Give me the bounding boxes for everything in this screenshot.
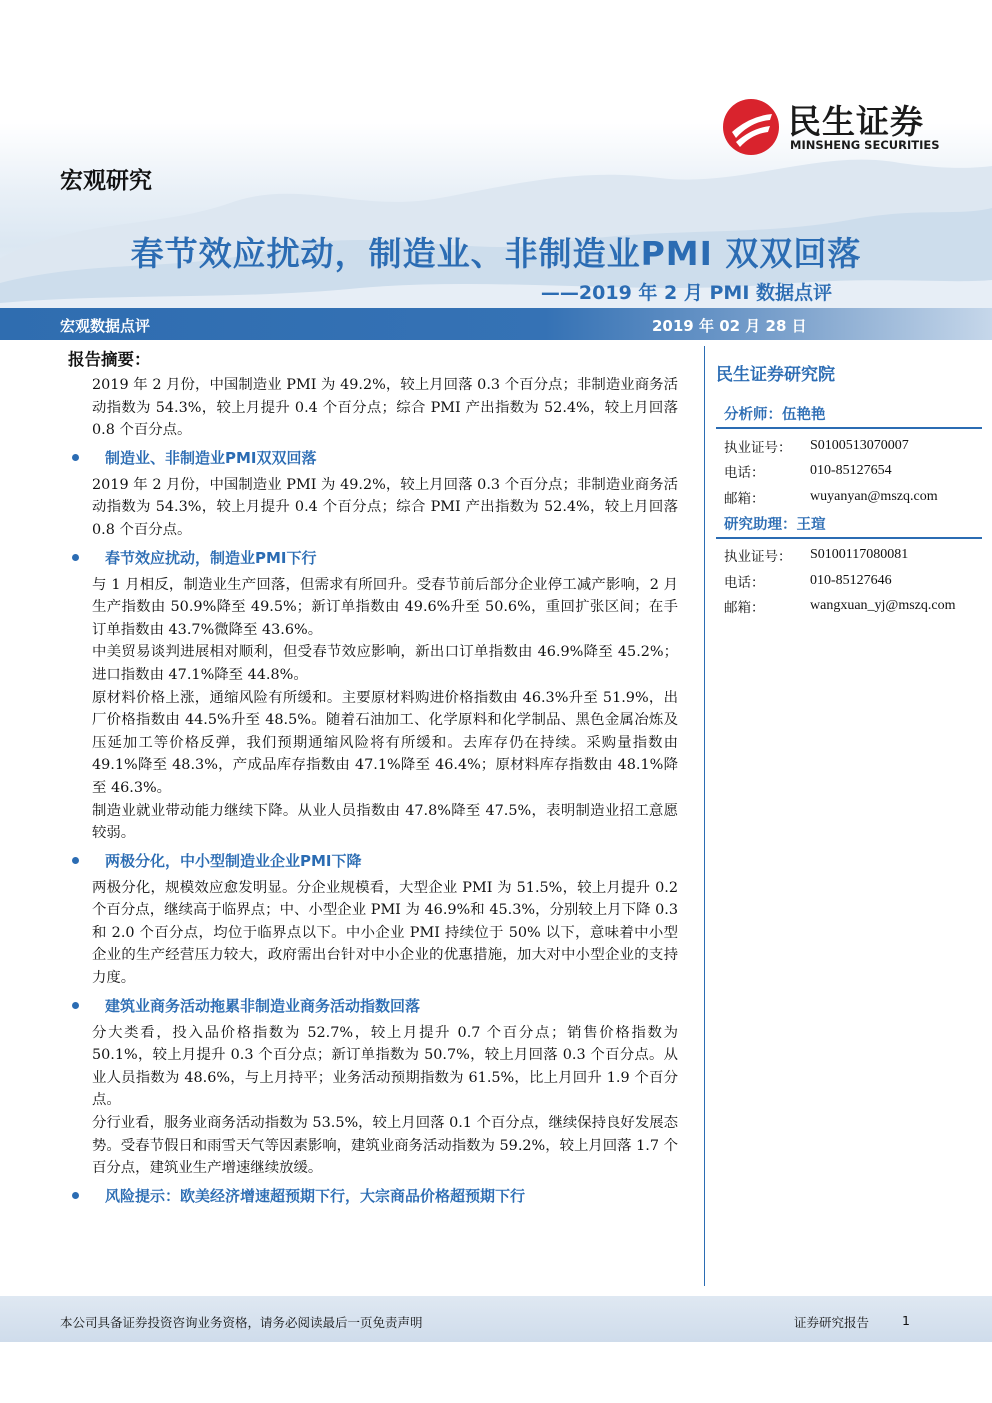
section-heading-text: 制造业、非制造业PMI双双回落	[105, 449, 317, 468]
section-paragraph: 中美贸易谈判进展相对顺利，但受春节效应影响，新出口订单指数由 46.9%降至 45.2%；进口指数由 47.1%降至 44.8%。	[92, 644, 678, 683]
page-number: 1	[902, 1313, 910, 1328]
contact-key: 电话：	[724, 465, 765, 482]
report-type-bar	[0, 308, 992, 340]
section-heading	[64, 446, 678, 470]
contact-row	[716, 594, 982, 620]
report-title: 春节效应扰动，制造业、非制造业PMI 双双回落	[130, 234, 862, 273]
contact-value: S0100513070007	[810, 437, 909, 453]
contact-value: 010-85127646	[810, 572, 892, 588]
report-category: 宏观数据点评	[60, 317, 151, 335]
section-heading-text: 春节效应扰动，制造业PMI下行	[105, 549, 317, 568]
bullet-icon	[72, 857, 79, 864]
contact-row	[716, 568, 982, 594]
contact-row	[716, 459, 982, 485]
contact-row	[716, 433, 982, 459]
contact-value: S0100117080081	[810, 547, 909, 563]
sidebar	[716, 360, 982, 619]
summary-intro: 2019 年 2 月份，中国制造业 PMI 为 49.2%，较上月回落 0.3 个百分点；非制造业商务活动指数为 54.3%，较上月提升 0.4 个百分点；综合 PMI 产出指数为 52.4%，较上月回落 0.8 个百分点。	[92, 377, 678, 439]
company-logo	[722, 98, 952, 158]
analyst-heading: 分析师：伍艳艳	[716, 403, 982, 429]
section-heading	[64, 994, 678, 1018]
bullet-icon	[72, 454, 79, 461]
logo-chinese-name: 民生证券	[788, 102, 924, 141]
footer-report-type: 证券研究报告	[794, 1315, 870, 1330]
section-paragraph: 分大类看，投入品价格指数为 52.7%，较上月提升 0.7 个百分点；销售价格指数为 50.1%，较上月提升 0.3 个百分点；新订单指数为 50.7%，较上月回落 0.3 个百分点。从业人员指数为 48.6%，与上月持平；业务活动预期指数为 61.5%，比上月回升 1.9 个百分点。	[92, 1024, 678, 1109]
report-date: 2019 年 02 月 28 日	[652, 317, 807, 335]
contact-key: 执业证号：	[724, 549, 792, 566]
report-subtitle: ——2019 年 2 月 PMI 数据点评	[540, 282, 832, 304]
contact-row	[716, 484, 982, 510]
logo-mark-icon	[722, 98, 780, 156]
department-label: 宏观研究	[60, 168, 152, 194]
footer-disclaimer: 本公司具备证券投资咨询业务资格，请务必阅读最后一页免责声明	[60, 1315, 423, 1330]
section-heading-text: 风险提示：欧美经济增速超预期下行，大宗商品价格超预期下行	[105, 1187, 526, 1206]
section-paragraph: 与 1 月相反，制造业生产回落，但需求有所回升。受春节前后部分企业停工减产影响，2 月生产指数由 50.9%降至 49.5%；新订单指数由 49.6%升至 50.6%，重回扩张区间；在手订单指数由 43.7%微降至 43.6%。	[92, 576, 678, 638]
contact-email-link[interactable]: wuyanyan@mszq.com	[810, 488, 938, 504]
column-divider	[704, 346, 705, 1286]
section-heading	[64, 849, 678, 873]
bullet-icon	[72, 1002, 79, 1009]
contact-key: 电话：	[724, 574, 765, 591]
institute-name: 民生证券研究院	[716, 365, 835, 385]
section-heading-text: 建筑业商务活动拖累非制造业商务活动指数回落	[105, 997, 421, 1016]
section-paragraph: 分行业看，服务业商务活动指数为 53.5%，较上月回落 0.1 个百分点，继续保持良好发展态势。受春节假日和雨雪天气等因素影响，建筑业商务活动指数为 59.2%，较上月回落 1.7 个百分点，建筑业生产增速继续放缓。	[92, 1115, 678, 1177]
header-banner	[0, 0, 992, 308]
logo-english-name: MINSHENG SECURITIES	[790, 138, 940, 152]
contact-email-link[interactable]: wangxuan_yj@mszq.com	[810, 598, 956, 614]
contact-key: 邮箱：	[724, 490, 765, 507]
section-paragraph: 两极分化，规模效应愈发明显。分企业规模看，大型企业 PMI 为 51.5%，较上月提升 0.2 个百分点，继续高于临界点；中、小型企业 PMI 为 46.9%和 45.3%，分别较上月下降 0.3 和 2.0 个百分点，均位于临界点以下。中小企业 PMI 持续位于 50% 以下，意味着中小型企业的生产经营压力较大，政府需出台针对中小企业的优惠措施，加大对中小型企业的支持力度。	[92, 879, 678, 987]
summary-column	[64, 346, 678, 1212]
risk-warning-heading	[64, 1184, 678, 1208]
contact-key: 执业证号：	[724, 439, 792, 456]
contact-key: 邮箱：	[724, 600, 765, 617]
summary-heading: 报告摘要：	[68, 350, 151, 369]
bullet-icon	[72, 1192, 79, 1199]
section-heading	[64, 546, 678, 570]
assistant-heading: 研究助理：王瑄	[716, 513, 982, 539]
bullet-icon	[72, 554, 79, 561]
contact-row	[716, 543, 982, 569]
section-heading-text: 两极分化，中小型制造业企业PMI下降	[105, 852, 362, 871]
contact-value: 010-85127654	[810, 463, 892, 479]
section-paragraph: 制造业就业带动能力继续下降。从业人员指数由 47.8%降至 47.5%，表明制造业招工意愿较弱。	[92, 802, 678, 842]
section-paragraph: 2019 年 2 月份，中国制造业 PMI 为 49.2%，较上月回落 0.3 个百分点；非制造业商务活动指数为 54.3%，较上月提升 0.4 个百分点；综合 PMI 产出指数为 52.4%，较上月回落 0.8 个百分点。	[92, 476, 678, 538]
section-paragraph: 原材料价格上涨，通缩风险有所缓和。主要原材料购进价格指数由 46.3%升至 51.9%，出厂价格指数由 44.5%升至 48.5%。随着石油加工、化学原料和化学制品、黑色金属冶炼及压延加工等价格反弹，我们预期通缩风险将有所缓和。去库存仍在持续。采购量指数由 49.1%降至 48.3%，产成品库存指数由 47.1%降至 46.4%；原材料库存指数由 48.1%降至 46.3%。	[92, 689, 678, 796]
